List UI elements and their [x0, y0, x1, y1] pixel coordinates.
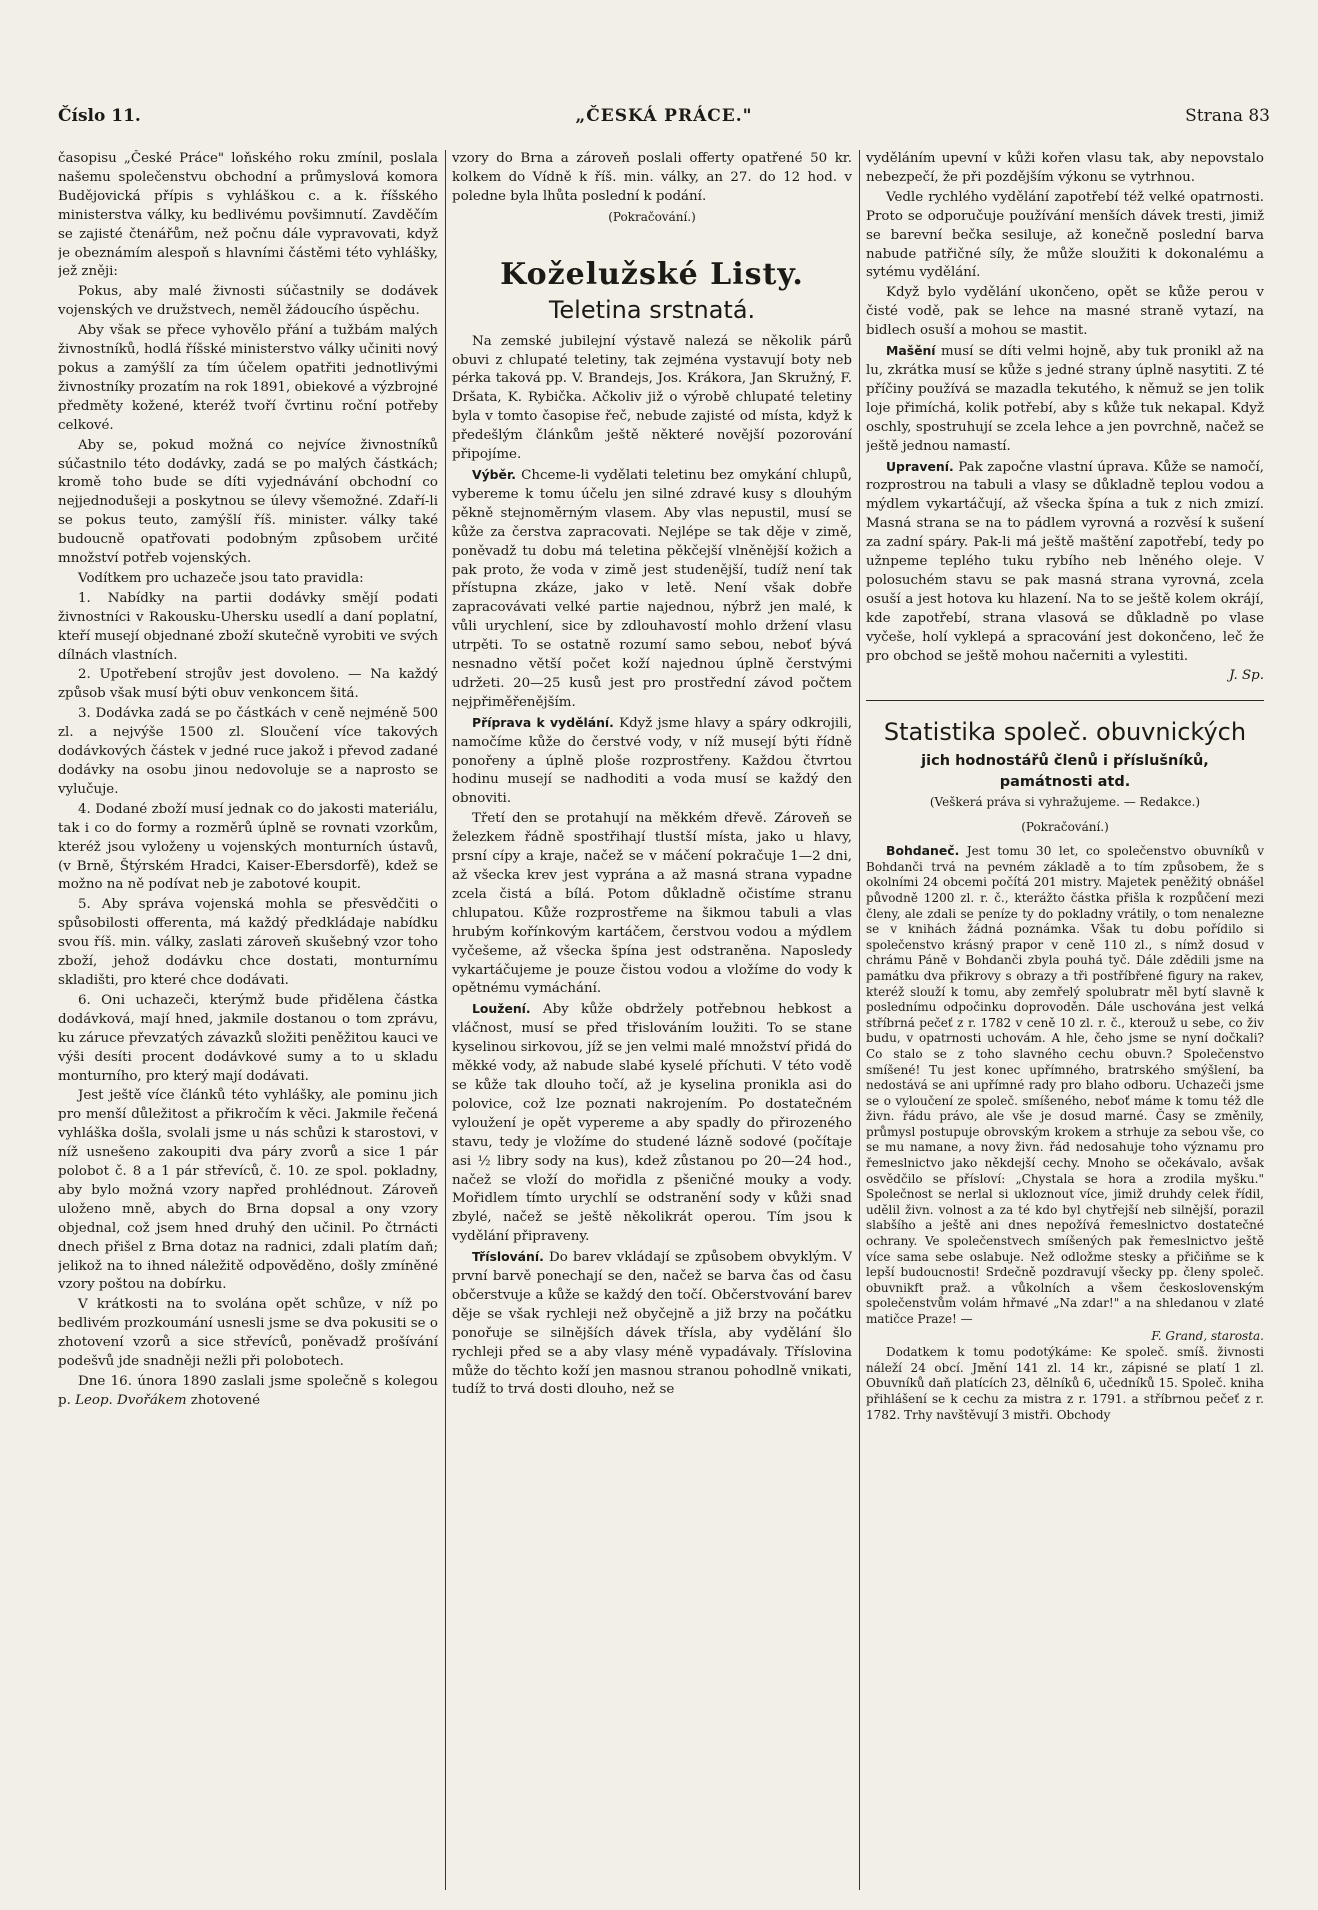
rule-3: 3. Dodávka zadá se po částkách v ceně nejméně 500 zl. a nejvýše 1500 zl. Sloučení více takových dodávkových částek v jedné ruce jakož i převod zadané dodávky na osobu jinou nedovoluje se a naprosto se vylučuje. — [58, 706, 438, 797]
paragraph — [452, 714, 852, 810]
text: zhotovené — [186, 1392, 261, 1408]
paragraph: Aby se, pokud možná co nejvíce živnostníků súčastnilo této dodávky, zadá se po malých částkách; kromě toho bude se díti vyjednávání obchodní co nejjednodušeji a poskytnou se úlevy všemožné. Zdaří-li se pokus teuto, zamýšlí říš. minister. války také budoucně opatřovati podobným způsobem určité množství potřeb vojenských. — [58, 437, 438, 567]
paragraph — [866, 458, 1264, 667]
paragraph: Pokus, aby malé živnosti súčastnily se dodávek vojenských ve družstvech, neměl žádoucího úspěchu. — [58, 284, 438, 319]
continuation-note: (Pokračování.) — [1021, 820, 1109, 835]
signature: F. Grand, starosta. — [1151, 1328, 1264, 1343]
paragraph: Dodatkem k tomu podotýkáme: Ke společ. smíš. živnosti náleží 24 obcí. Jmění 141 zl. 14 kr., zápisné se platí 1 zl. Obuvníků daň platících 23, dělníků 6, učedníků 15. Společ. kniha přihlášení se k cechu za mistra z r. 1791. a stříbrnou pečeť z r. 1782. Trhy navštěvují 3 mistři. Obchody — [866, 1345, 1264, 1422]
article-subtitle: jich hodnostářů členů i příslušníků, — [921, 753, 1209, 770]
text: Do barev vkládají se způsobem obvyklým. V první barvě ponechají se den, načež se barva čas od času občerstvuje a kůže se každý den točí. Občerstvování barev děje se však rychleji než obyčejně a již brzy na počátku ponořuje se silnějších dávek třísla, aby vydělání šlo rychleji před se a aby vlasy méně vypadávaly. Tříslovina může do těchto koží jen masnou stranou pohodlně vnikati, tudíž to trvá dosti dlouho, než se — [452, 1250, 852, 1398]
column-3 — [866, 150, 1264, 1890]
keyword: Příprava k vydělání. — [472, 714, 614, 730]
paragraph — [866, 342, 1264, 456]
text: Když jsme hlavy a spáry odkrojili, namočíme kůže do čerstvé vody, v níž musejí býti řídně ponořeny a úplně ploše rozprostřeny. Každou čtvrtou hodinu musejí se nadhoditi a voda musí se každý den obnoviti. — [452, 715, 852, 807]
page-number: Strana 83 — [1185, 106, 1270, 126]
keyword: Loužení. — [472, 1001, 531, 1017]
text: musí se díti velmi hojně, aby tuk pronikl až na lu, zkrátka musí se kůže s jedné strany úplně nasytiti. Z té příčiny používá se mazadla tekutého, k němuž se jen tolik loje přimíchá, kolik potřebí, aby s kůže tuk nekapal. Když oschly, spostruhují se zcela lehce a jen povrchně, načež se ještě jednou namastí. — [866, 344, 1264, 454]
article-title: Statistika společ. obuvnických — [883, 718, 1247, 747]
paragraph: Když bylo vydělání ukončeno, opět se kůže perou v čisté vodě, pak se lehce na masné straně vytazí, na bidlech osuší a mohou se mastit. — [866, 285, 1264, 339]
section-title: Koželužské Listy. — [500, 256, 804, 292]
paragraph: Třetí den se protahují na měkkém dřevě. Zároveň se železkem řádně spostřihají tlustší místa, jako u hlavy, prsní cípy a kraje, načež se v máčení pokračuje 1—2 dni, až všecka krev jest vyprána a až masná strana vypadne zcela čistá a bílá. Potom důkladně očistíme stranu chlupatou. Kůže rozprostřeme na šikmou tabuli a vlas hrubým kořínkovým kartáčem, čerstvou vodou a mýdlem vyčešeme, až všecka špína jest odstraněna. Naposledy vykartáčujeme je pouze čistou vodou a vložíme do vody k opětnému vymáchání. — [452, 811, 852, 997]
article-subtitle: památnosti atd. — [999, 774, 1131, 791]
paragraph — [452, 1000, 852, 1247]
rule-1: 1. Nabídky na partii dodávky smějí podati živnostníci v Rakousku-Uhersku usedlí a daní poplatní, kteří musejí objednané zboží skutečně vyrobiti ve svých dílnách vlastních. — [58, 590, 438, 663]
paragraph: Jest ještě více článků této vyhlášky, ale pominu jich pro menší důležitost a přikročím k věci. Jakmile řečená vyhláška došla, svolali jsme u nás schůzi k starostovi, v níž usnešeno zakoupiti dva páry zvorů a sice 1 pár polobot č. 8 a 1 pár střevíců, č. 10. ze spol. pokladny, aby bylo možná vzory napřed prohlédnout. Zároveň uloženo mně, abych do Brna dopsal a ony vzory objednal, což jsem hned druhý den učinil. Po čtrnácti dnech přišel z Brna dotaz na radnici, zdali platím daň; jelikož na to ihned náležitě odpověděno, došly zmíněné vzory poštou na dobírku. — [58, 1088, 438, 1293]
page-header — [58, 100, 1270, 130]
rule-4: 4. Dodané zboží musí jednak co do jakosti materiálu, tak i co do formy a rozměrů úplně se rovnati vzorkům, kteréž jsou vyloženy u vojenských monturních ústavů, (v Brně, Štýrském Hradci, Kaiser-Ebersdorfě), kdež se možno na ně podívat neb je zabotové koupit. — [58, 801, 438, 893]
keyword: Upravení. — [886, 458, 954, 474]
text: Pak započne vlastní úprava. Kůže se namočí, rozprostrou na tabuli a vlasy se důkladně teplou vodou a mýdlem vykartáčují, až všecka špína a tuk z nich zmizí. Masná strana se na to pádlem vyrovná a rozvěsí k sušení za zadní spáry. Pak-li má ještě maštění zapotřebí, tedy po užnpeme teplého tuku rybího neb lněného oleje. V polosuchém stavu se pak masná strana vyrovná, zcela osuší a jest hotova ku hlazení. Na to se ještě kolem okrájí, kde zapotřebí, strana vlasová se důkladně po vlase vyčeše, holí vyklepá a spracování jest dokončeno, leč že pro obchod se ještě mohou načerniti a vylestiti. — [866, 459, 1264, 664]
article-title: Teletina srstnatá. — [548, 295, 756, 324]
keyword: Výběr. — [472, 466, 516, 482]
rule-2: 2. Upotřebení strojův jest dovoleno. — Na každý způsob však musí býti obuv venkoncem šitá. — [58, 667, 438, 702]
paragraph: vzory do Brna a zároveň poslali offerty opatřené 50 kr. kolkem do Vídně k říš. min. války, an 27. do 12 hod. v poledne byla lhůta poslední k podání. — [452, 151, 852, 204]
paragraph: časopisu „České Práce" loňského roku zmínil, poslala našemu společenstvu obchodní a průmyslová komora Budějovická přípis s vyhláškou c. a k. říšského ministerstva války, ku bedlivému povšimnutí. Zavděčím se zajisté čtenářům, než počnu dále vypravovati, když je obeznámím alespoň s hlavními částěmi této vyhlášky, jež zněji: — [58, 151, 438, 280]
text: Chceme-li vydělati teletinu bez omykání chlupů, vybereme k tomu účelu jen silné zdravé kusy s dlouhým pěkně stejnoměrným vlasem. Aby vlas nepustil, musí se kůže za čerstva zapracovati. Nejlépe se tak děje v zimě, poněvadž tu dobu má teletina pěkčejší vlněnější kožich a pak proto, že voda v zimě jest studenější, tudíž není tak přístupna zkáze, jako v letě. Není však dobře zapracovávati velké partie najednou, nýbrž jen malé, k vůli urychlení, sice by zdlouhavostí mohlo držení vlasu utrpěti. To se ostatně rozumí samo sebou, neboť bývá nesnadno větší počet koží najednou úplně čerstvými udržeti. 20—25 kusů jest pro prostřední závod počtem nejpřiměřenějším. — [452, 467, 852, 710]
keyword: Mašění — [886, 343, 936, 359]
rights-note: (Veškerá práva si vyhražujeme. — Redakce.) — [929, 795, 1201, 810]
keyword: Tříslování. — [472, 1249, 544, 1265]
paragraph — [452, 1248, 852, 1400]
column-divider-1 — [445, 150, 446, 1890]
column-1 — [58, 150, 438, 1890]
signature: J. Sp. — [1229, 668, 1264, 684]
paragraph: Vedle rychlého vydělání zapotřebí též velké opatrnosti. Proto se odporučuje používání menších dávek tresti, jimiž se barevní bečka sesiluje, až konečně poslední barva nabude patřičné síly, že může sloužiti k dokonalému a sytému vydělání. — [866, 189, 1264, 281]
issue-number: Číslo 11. — [58, 106, 141, 126]
paragraph: vyděláním upevní v kůži kořen vlasu tak, aby nepovstalo nebezpečí, že při pozdějším výkonu se vytrhnou. — [866, 151, 1264, 185]
column-2 — [452, 150, 852, 1890]
statistics-text — [866, 843, 1264, 1423]
paragraph — [866, 843, 1264, 1327]
column-divider-2 — [859, 150, 860, 1890]
text: Aby kůže obdržely potřebnou hebkost a vláčnost, musí se před třislováním loužiti. To se stane kyselinou sirkovou, jíž se jen velmi malé množství přidá do měkké vody, až nabude slabé kyselé příchuti. V této vodě se kůže tak dlouho točí, až je kyselina pronikla asi do polovice, což lze poznati nakrojením. Po dostatečném vyloužení je opět vypereme a aby spadly do přirozeného stavu, tedy je vložíme do studené lázně sodové (počítaje asi ½ libry sody na kus), kdež zůstanou po 20—24 hod., načež se vloží do mořidla z pšeničné mouky a vody. Mořidlem tímto urychlí se odstranění sody v kůži snad zbylé, načež se ještě několikrát operou. Tím jsou k vydělání připraveny. — [452, 1002, 852, 1245]
paragraph: Aby však se přece vyhovělo přání a tužbám malých živnostníků, hodlá říšské ministerstvo války učiniti nový pokus a zamýšlí za tím účelem opatřiti jednotlivými živnostníky prozatím na rok 1891, obiekové a výzbrojné předměty kožené, kteréž tvoří čvrtinu roční potřeby celkové. — [58, 323, 438, 433]
continuation-note: (Pokračování.) — [608, 209, 696, 224]
paragraph-last — [58, 1373, 438, 1411]
paragraph: Vodítkem pro uchazeče jsou tato pravidla: — [78, 570, 364, 586]
newspaper-title: „ČESKÁ PRÁCE." — [575, 106, 753, 126]
paragraph: V krátkosti na to svolána opět schůze, v níž po bedlivém prozkoumání usnesli jsme se dva pokusiti se o zhotovení vzorů a sice střevíců, poněvadž prošívání podešvů jde snadněji nežli při polobotech. — [58, 1297, 438, 1370]
paragraph — [452, 466, 852, 713]
keyword: Bohdaneč. — [886, 843, 960, 859]
person-name: Leop. Dvořákem — [75, 1392, 187, 1408]
text: Dne 16. února 1890 zaslali jsme společně s kolegou p. — [58, 1374, 438, 1408]
rule-5: 5. Aby správa vojenská mohla se přesvědčiti o spůsobilosti offerenta, má každý předkládaje nabídku svou říš. min. války, zaslati zároveň skušebný vzor toho zboží, jehož dodávku chce dostati, monturnímu skladišti, pro které chce dodávati. — [58, 897, 438, 988]
text: Jest tomu 30 let, co společenstvo obuvníků v Bohdanči trvá na pevném základě a to tím způsobem, že s okolními 24 obcemi počítá 201 mistry. Majetek peněžitý obnášel původně 1200 zl. r. č., kterážto částka přišla k rozpůčení mezi členy, ale zdali se peníze ty do pokladny vrátily, o tom nenalezne se v knihách žádná poznámka. Však tu dobu pořídilo si společenstvo krásný prapor v ceně 110 zl., s nímž dosud v chrámu Páně v Bohdanči zbyla pouhá tyč. Dále zdědili jsme na památku dva přikrovy s obrazy a tři postříbřené figury na rakev, kteréž slouží k tomu, aby zemřelý spolubratr měl bytí slavně k poslednímu odpočinku doprovoděn. Dále uschována jest velká stříbrná pečeť z r. 1782 v ceně 10 zl. r. č., kterouž u sebe, co živ budu, v opatrnosti uchovám. A hle, čeho jsme se nyní dočkali? Co stalo se z toho slavného cechu obuvn.? Společenstvo smíšené! Tu jest konec upřímného, bratrského smýšlení, ba nedostává se ani upřímné rady pro blaho odboru. Uchazeči jsme se o vyloučení ze společ. smíšeného, neboť máme k tomu též dle živn. řádu právo, ale vše je dosud marné. Časy se změnily, průmysl postupuje obrovským krokem a strhuje za sebou vše, co se mu namane, a novy živn. řád nedosahuje toho významu pro řemeslnictvo jako někdejší cechy. Mnoho se očekávalo, avšak osvědčilo se přísloví: „Chystala se hora a zrodila myšku." Společnost se nerlal si ukloznout více, jimiž druhdy celek řídil, udělil živn. volnost a za té kdo byl chytřejší neb silnější, porazil slabšího a ještě ani dnes nepožívá řemeslnictvo dostatečné ochrany. Ve společenstvech smíšených pak řemeslnictvo ještě více sama sebe oslabuje. Než odložme stesky a přičiňme se k lepší budoucnosti! Srdečně pozdravují všecky pp. členy společ. obuvnikft praž. a vůkolních a všem československým společenstvům volám hřmavé „Na zdar!" a na shledanou v zlaté matičce Praze! — — [866, 844, 1264, 1326]
divider — [866, 700, 1264, 701]
rule-6: 6. Oni uchazeči, kterýmž bude přidělena částka dodávková, mají hned, jakmile dostanou o tom zprávu, ku záruce převzatých závazků složiti peněžitou kauci ve výši desíti procent dodávkové sumy a to u skladu monturního, pro který mají dodávati. — [58, 992, 438, 1084]
paragraph: Na zemské jubilejní výstavě nalezá se několik párů obuvi z chlupaté teletiny, tak zejména vystavují boty neb pérka taková pp. V. Brandejs, Jos. Krákora, Jan Skružný, F. Dršata, K. Rybička. Ačkoliv již o výrobě chlupaté teletiny byla v tomto časopise řeč, nebude zajisté od místa, když k předešlým článkům ještě některé novější pozorování připojíme. — [452, 333, 852, 463]
